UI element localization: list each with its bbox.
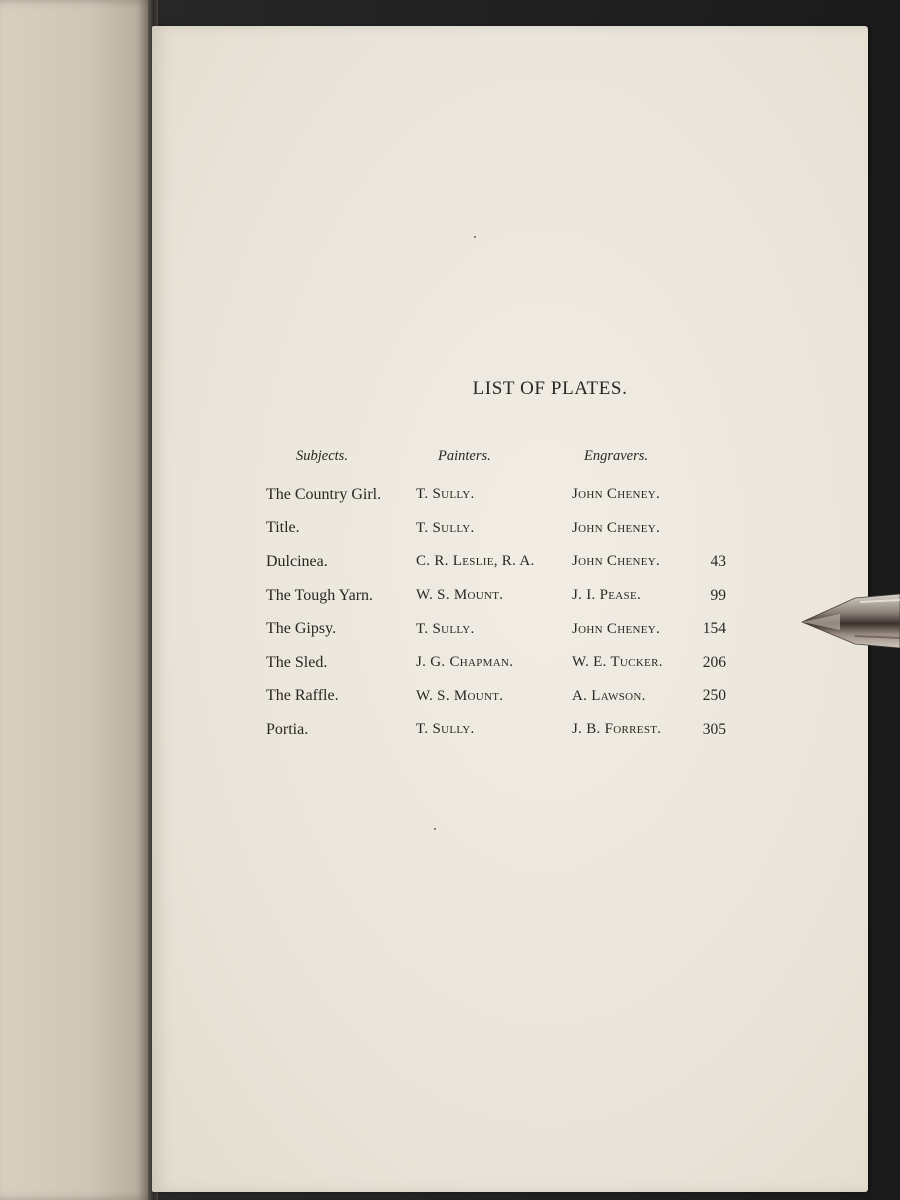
right-page [152,26,868,1192]
table-row [260,512,726,546]
page-number-cell: 99 [710,586,726,604]
table-row [260,579,726,613]
table-header-row [260,446,726,478]
table-row [260,713,726,747]
painter-cell: T. Sully. [416,620,475,637]
column-header-painters: Painters. [438,447,491,464]
engraver-cell: John Cheney. [572,620,661,637]
table-row [260,545,726,579]
column-header-page [692,446,726,478]
page-number-cell [692,478,726,512]
painter-cell: T. Sully. [416,519,475,536]
painter-cell: T. Sully. [416,486,475,503]
painter-cell: T. Sully. [416,721,475,738]
subject-cell: The Tough Yarn. [266,586,374,604]
page-number-cell: 43 [710,552,726,570]
page-number-cell: 250 [702,687,726,705]
subject-cell: The Raffle. [266,687,339,705]
plates-table [260,446,726,747]
engraver-cell: J. B. Forrest. [572,721,662,738]
subject-cell: The Country Girl. [266,485,382,503]
page-title: LIST OF PLATES. [472,378,628,399]
table-row [260,612,726,646]
painter-cell: W. S. Mount. [416,587,504,604]
engraver-cell: A. Lawson. [572,687,646,704]
paper-speck [434,828,436,830]
page-number-cell [692,512,726,546]
page-number-cell: 154 [702,620,726,638]
table-row [260,478,726,512]
table-row [260,680,726,714]
engraver-cell: John Cheney. [572,553,661,570]
engraver-cell: W. E. Tucker. [572,654,663,671]
column-header-subjects: Subjects. [296,447,348,464]
table-row [260,646,726,680]
left-facing-page [0,0,150,1200]
painter-cell: J. G. Chapman. [416,654,514,671]
subject-cell: Dulcinea. [266,552,328,570]
paper-speck [474,236,476,238]
pen-pointer-icon [800,592,900,650]
engraver-cell: John Cheney. [572,519,661,536]
painter-cell: C. R. Leslie, R. A. [416,553,535,570]
subject-cell: The Gipsy. [266,620,337,638]
engraver-cell: John Cheney. [572,486,661,503]
engraver-cell: J. I. Pease. [572,587,642,604]
painter-cell: W. S. Mount. [416,687,504,704]
column-header-engravers: Engravers. [584,447,649,464]
page-number-cell: 206 [702,653,726,671]
subject-cell: The Sled. [266,653,328,671]
page-number-cell: 305 [702,720,726,738]
subject-cell: Title. [266,519,300,537]
subject-cell: Portia. [266,720,309,738]
